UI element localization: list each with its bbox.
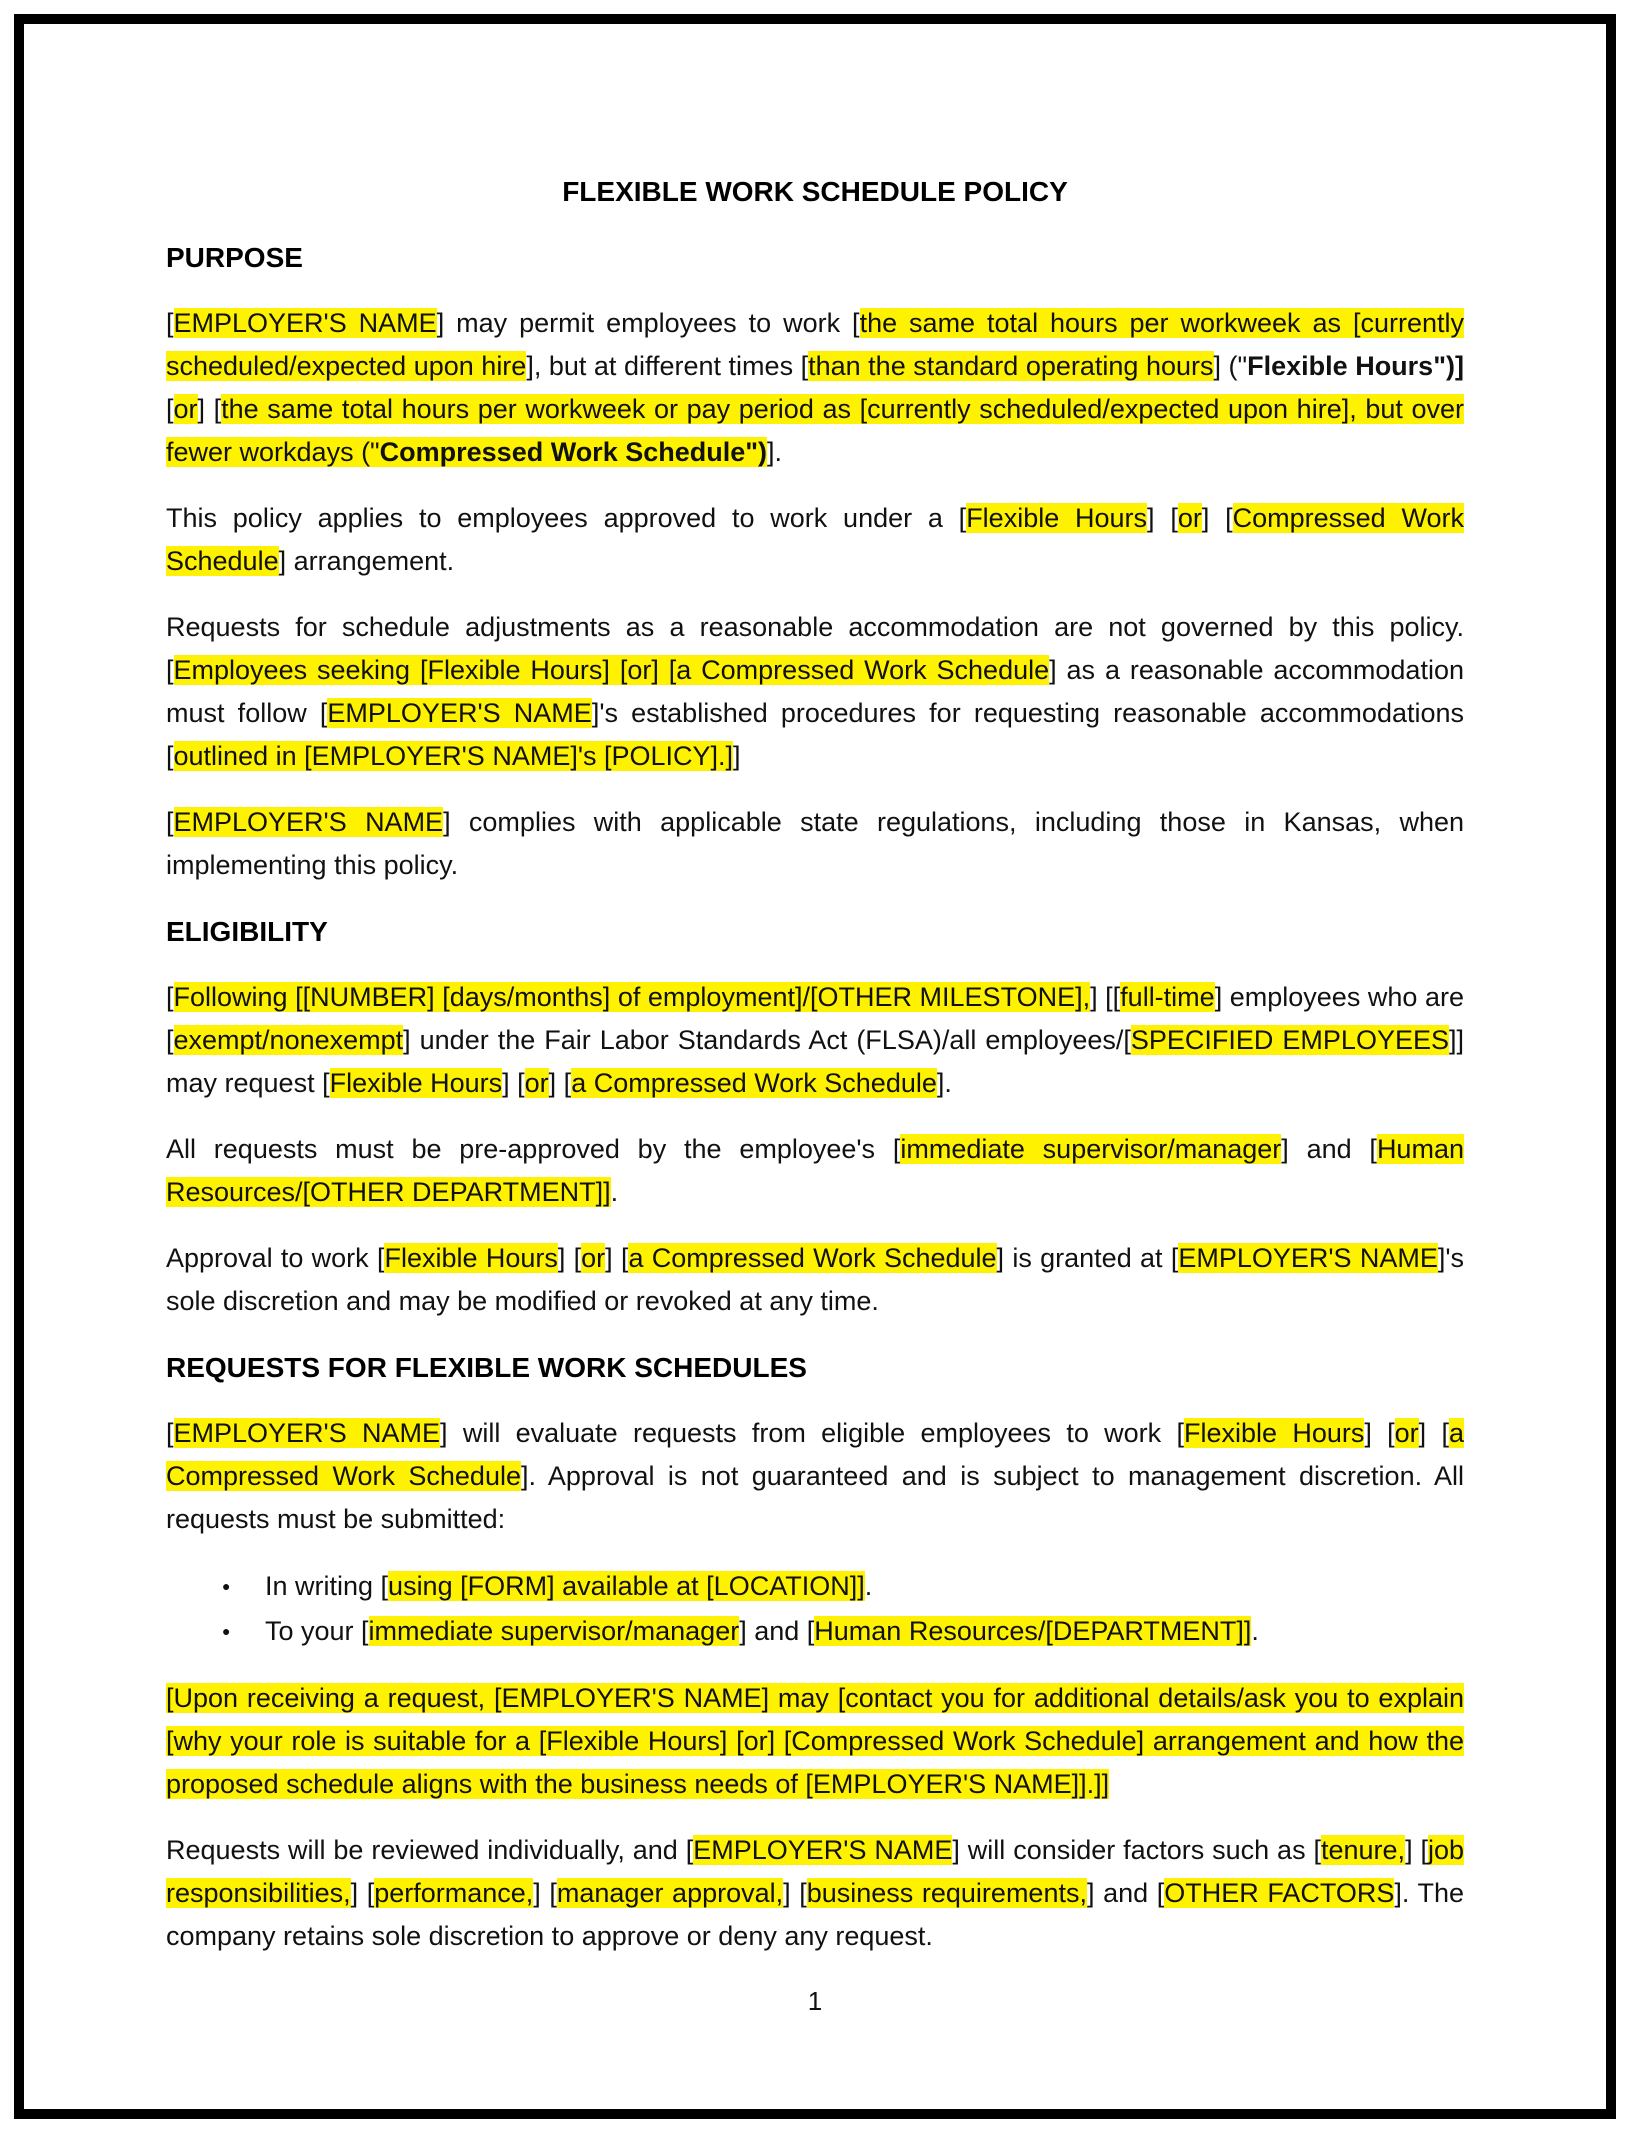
document-page	[14, 14, 1616, 2119]
placeholder-highlight: EMPLOYER'S NAME	[173, 807, 444, 837]
text-run: ]'s established procedures for requesting reasonable accommodations [	[166, 698, 1465, 771]
placeholder-highlight: EMPLOYER'S NAME	[173, 308, 437, 338]
bullet-item	[166, 1564, 1464, 1609]
placeholder-highlight: Compressed Work Schedule	[379, 437, 746, 467]
text-run: ] [	[783, 1878, 807, 1908]
text-run: ] and [	[739, 1616, 815, 1646]
placeholder-highlight: EMPLOYER'S NAME	[693, 1835, 953, 1865]
text-run: ] [	[197, 394, 222, 424]
text-run: ]. The company retains sole discretion to approve or deny any request.	[166, 1878, 1464, 1951]
text-run: ]'s sole discretion and may be modified or revoked at any time.	[166, 1243, 1464, 1316]
placeholder-highlight: Employees seeking [Flexible Hours] [or] [a Compressed Work Schedule	[173, 655, 1050, 685]
section-heading: REQUESTS FOR FLEXIBLE WORK SCHEDULES	[166, 1352, 807, 1383]
text-run: ] arrangement.	[278, 546, 455, 576]
placeholder-highlight: the same total hours per workweek or pay period as [currently scheduled/expected upon hire], but over fewer workdays ("	[166, 394, 1464, 467]
text-run: ] and [	[1281, 1134, 1377, 1164]
placeholder-highlight: or	[581, 1243, 606, 1273]
text-run: ] under the Fair Labor Standards Act (FLSA)/all employees/[	[403, 1025, 1131, 1055]
section-heading: PURPOSE	[166, 242, 303, 273]
text-run: ] [	[350, 1878, 375, 1908]
policy-paragraph	[166, 1128, 1464, 1214]
policy-paragraph	[166, 1829, 1464, 1958]
placeholder-highlight: Compressed Work Schedule	[166, 503, 1464, 576]
placeholder-highlight: a Compressed Work Schedule	[166, 1418, 1465, 1491]
document-body	[166, 236, 1464, 1958]
text-run: To your [	[265, 1616, 369, 1646]
text-run: ] [	[1418, 1418, 1449, 1448]
text-run: [	[166, 308, 174, 338]
text-run: ] [	[1364, 1418, 1395, 1448]
text-run: ] as a reasonable accommodation must follow [	[166, 655, 1464, 728]
placeholder-highlight: EMPLOYER'S NAME	[327, 698, 592, 728]
policy-paragraph	[166, 497, 1464, 583]
placeholder-highlight: Flexible Hours	[966, 503, 1148, 533]
placeholder-highlight: OTHER FACTORS	[1164, 1878, 1395, 1908]
placeholder-highlight: using [FORM] available at [LOCATION]]	[388, 1571, 865, 1601]
text-run: ] [	[533, 1878, 557, 1908]
placeholder-highlight: full-time	[1120, 982, 1215, 1012]
text-run: ] [	[502, 1068, 525, 1098]
placeholder-highlight: ")	[745, 437, 768, 467]
bullet-item	[166, 1609, 1464, 1654]
text-run: All requests must be pre-approved by the employee's [	[166, 1134, 901, 1164]
placeholder-highlight: than the standard operating hours	[808, 351, 1214, 381]
text-run: This policy applies to employees approved to work under a [	[166, 503, 967, 533]
text-run: ] [	[1201, 503, 1233, 533]
placeholder-highlight: immediate supervisor/manager	[900, 1134, 1282, 1164]
text-run: Requests will be reviewed individually, and [	[166, 1835, 694, 1865]
text-run: ].	[936, 1068, 952, 1098]
policy-paragraph	[166, 801, 1464, 887]
text-run: ] [	[1405, 1835, 1428, 1865]
policy-paragraph	[166, 1412, 1464, 1541]
document-content	[166, 170, 1464, 1981]
placeholder-highlight: or	[524, 1068, 549, 1098]
placeholder-highlight: SPECIFIED EMPLOYEES	[1130, 1025, 1449, 1055]
placeholder-highlight: a Compressed Work Schedule	[628, 1243, 997, 1273]
text-run: Approval to work [	[166, 1243, 385, 1273]
text-run: ], but at different times [	[526, 351, 809, 381]
placeholder-highlight: EMPLOYER'S NAME	[173, 1418, 441, 1448]
section-heading: ELIGIBILITY	[166, 916, 328, 947]
text-run: ] [	[548, 1068, 572, 1098]
text-run: ] may permit employees to work [	[436, 308, 860, 338]
text-run: ] is granted at [	[996, 1243, 1179, 1273]
placeholder-highlight: or	[1394, 1418, 1419, 1448]
text-run: ]	[733, 741, 741, 771]
text-run: ].	[767, 437, 783, 467]
placeholder-highlight: outlined in [EMPLOYER'S NAME]'s [POLICY].]	[173, 741, 734, 771]
policy-paragraph	[166, 606, 1464, 778]
text-run: .	[864, 1571, 873, 1601]
text-run: .	[1251, 1616, 1259, 1646]
placeholder-highlight: job responsibilities,	[166, 1835, 1465, 1908]
text-run: ] will consider factors such as [	[952, 1835, 1321, 1865]
text-run: ] [	[605, 1243, 629, 1273]
text-run: ]] may request [	[166, 1025, 1464, 1098]
placeholder-highlight: business requirements,	[806, 1878, 1087, 1908]
placeholder-highlight: or	[1177, 503, 1202, 533]
text-run: [	[166, 807, 174, 837]
policy-paragraph	[166, 1677, 1464, 1806]
text-run: Requests for schedule adjustments as a reasonable accommodation are not governed by this policy. [	[166, 612, 1464, 685]
text-run: ]. Approval is not guaranteed and is subject to management discretion. All requests must be submitted:	[166, 1461, 1465, 1534]
placeholder-highlight: performance,	[374, 1878, 534, 1908]
policy-paragraph	[166, 1237, 1464, 1323]
text-run: ] and [	[1086, 1878, 1165, 1908]
text-run: ] [	[557, 1243, 582, 1273]
placeholder-highlight: Following [[NUMBER] [days/months] of employment]/[OTHER MILESTONE],	[173, 982, 1091, 1012]
text-run: In writing [	[265, 1571, 389, 1601]
placeholder-highlight: immediate supervisor/manager	[368, 1616, 740, 1646]
text-run: ] employees who are [	[166, 982, 1464, 1055]
placeholder-highlight: [Upon receiving a request, [EMPLOYER'S NAME] may [contact you for additional details/ask you to explain [why your role is suitable for a [Flexible Hours] [or] [Compressed Work Schedule] arrangement and how the proposed schedule aligns with the business needs of [EMPLOYER'S NAME]].]]	[166, 1683, 1464, 1799]
text-run: ] [[	[1090, 982, 1121, 1012]
placeholder-highlight: Human Resources/[DEPARTMENT]]	[814, 1616, 1252, 1646]
placeholder-highlight: the same total hours per workweek as [currently scheduled/expected upon hire	[166, 308, 1464, 381]
page-number: 1	[807, 1986, 823, 2016]
placeholder-highlight: manager approval,	[556, 1878, 784, 1908]
placeholder-highlight: tenure,	[1321, 1835, 1406, 1865]
text-run: .	[610, 1177, 619, 1207]
policy-paragraph	[166, 976, 1464, 1105]
text-run: [	[166, 982, 174, 1012]
text-run: [	[166, 394, 174, 424]
placeholder-highlight: exempt/nonexempt	[173, 1025, 404, 1055]
text-run: ] [	[1147, 503, 1178, 533]
placeholder-highlight: Flexible Hours	[384, 1243, 558, 1273]
placeholder-highlight: a Compressed Work Schedule	[571, 1068, 937, 1098]
text-run: [	[166, 1418, 174, 1448]
text-run: Flexible Hours")]	[1247, 351, 1464, 381]
placeholder-highlight: Flexible Hours	[329, 1068, 503, 1098]
placeholder-highlight: or	[173, 394, 198, 424]
text-run: ] ("	[1213, 351, 1248, 381]
text-run: ] complies with applicable state regulations, including those in Kansas, when implementing this policy.	[166, 807, 1465, 880]
document-title: FLEXIBLE WORK SCHEDULE POLICY	[562, 176, 1068, 207]
placeholder-highlight: Human Resources/[OTHER DEPARTMENT]]	[166, 1134, 1464, 1207]
placeholder-highlight: Flexible Hours	[1183, 1418, 1365, 1448]
bullet-list	[166, 1564, 1464, 1654]
text-run: ] will evaluate requests from eligible employees to work [	[440, 1418, 1184, 1448]
policy-paragraph	[166, 302, 1464, 474]
placeholder-highlight: EMPLOYER'S NAME	[1178, 1243, 1438, 1273]
